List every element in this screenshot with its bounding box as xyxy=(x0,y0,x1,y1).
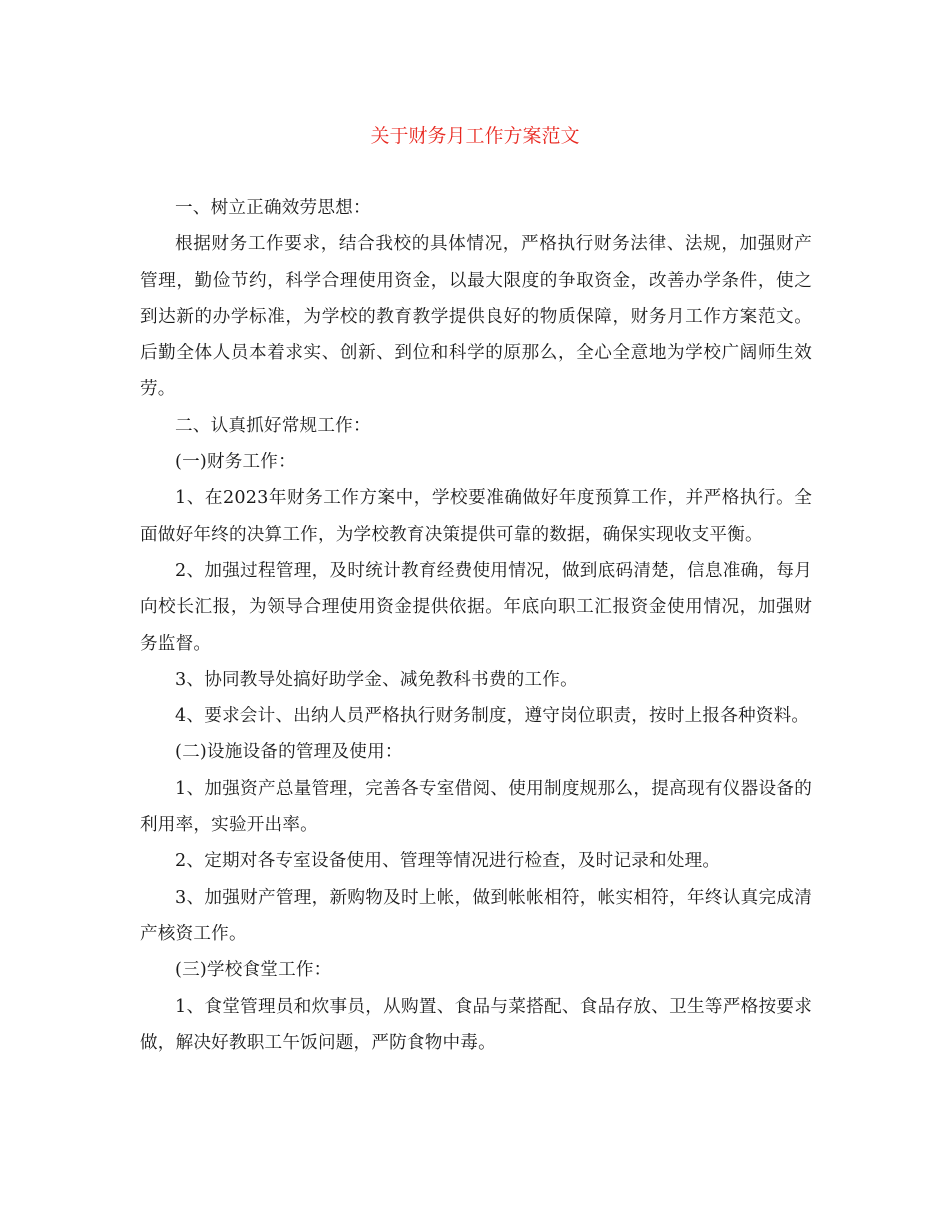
list-item: 2、定期对各专室设备使用、管理等情况进行检查，及时记录和处理。 xyxy=(175,851,721,872)
list-item: 1、在2023年财务工作方案中，学校要准确做好年度预算工作，并严格执行。全面做好年终的决算工作，为学校教育决策提供可靠的数据，确保实现收支平衡。 xyxy=(140,488,812,545)
document-body xyxy=(140,190,812,1061)
list-item: 3、协同教导处搞好助学金、减免教科书费的工作。 xyxy=(175,669,578,690)
section-heading-2: 二、认真抓好常规工作： xyxy=(175,415,371,436)
subsection-heading-canteen: (三)学校食堂工作： xyxy=(175,960,332,981)
subsection-heading-facilities: (二)设施设备的管理及使用： xyxy=(175,742,403,763)
section-heading-1: 一、树立正确效劳思想： xyxy=(175,198,371,218)
list-item: 2、加强过程管理，及时统计教育经费使用情况，做到底码清楚，信息准确，每月向校长汇报，为领导合理使用资金提供依据。年底向职工汇报资金使用情况，加强财务监督。 xyxy=(140,560,812,654)
list-item: 4、要求会计、出纳人员严格执行财务制度，遵守岗位职责，按时上报各种资料。 xyxy=(175,706,810,727)
list-item: 3、加强财产管理，新购物及时上帐，做到帐帐相符，帐实相符，年终认真完成清产核资工作。 xyxy=(140,887,812,944)
paragraph: 根据财务工作要求，结合我校的具体情况，严格执行财务法律、法规，加强财产管理，勤俭节约，科学合理使用资金，以最大限度的争取资金，改善办学条件，使之到达新的办学标准，为学校的教育教学提供良好的物质保障，财务月工作方案范文。后勤全体人员本着求实、创新、到位和科学的原那么，全心全意地为学校广阔师生效劳。 xyxy=(140,234,812,400)
list-item: 1、食堂管理员和炊事员，从购置、食品与菜搭配、食品存放、卫生等严格按要求做，解决好教职工午饭问题，严防食物中毒。 xyxy=(140,996,812,1053)
subsection-heading-finance: (一)财务工作： xyxy=(175,452,296,473)
list-item: 1、加强资产总量管理，完善各专室借阅、使用制度规那么，提高现有仪器设备的利用率，实验开出率。 xyxy=(140,778,812,836)
document-title: 关于财务月工作方案范文 xyxy=(370,125,580,147)
